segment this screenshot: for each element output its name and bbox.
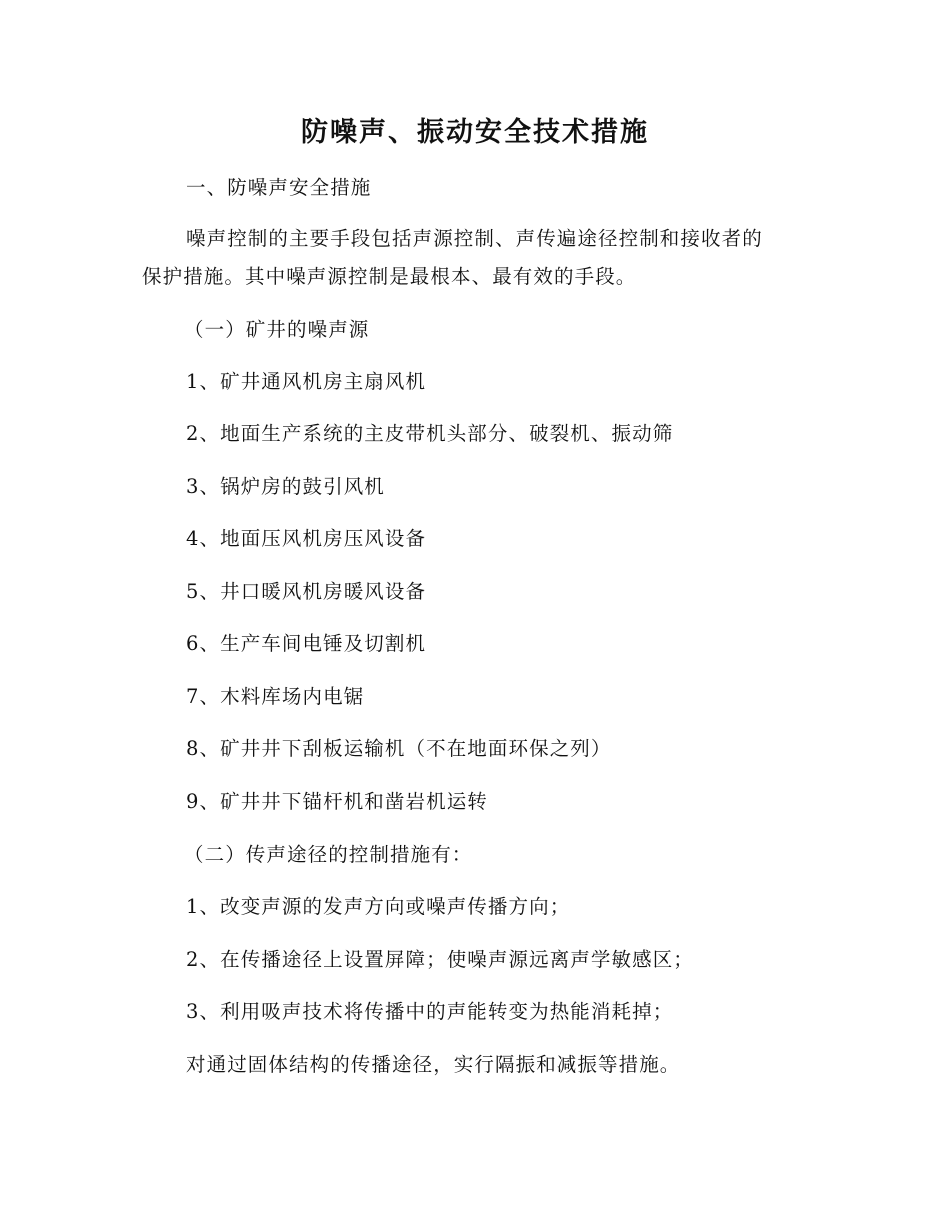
list-item: 2、地面生产系统的主皮带机头部分、破裂机、振动筛	[186, 422, 674, 445]
closing-paragraph: 对通过固体结构的传播途径，实行隔振和减振等措施。	[186, 1053, 681, 1076]
document-title: 防噪声、振动安全技术措施	[301, 117, 649, 148]
section-heading: 一、防噪声安全措施	[186, 176, 372, 199]
list-item: 1、改变声源的发声方向或噪声传播方向；	[186, 895, 571, 918]
list-item: 3、锅炉房的鼓引风机	[186, 475, 385, 498]
intro-paragraph-line-2: 保护措施。其中噪声源控制是最根本、最有效的手段。	[142, 265, 637, 288]
intro-paragraph-line-1: 噪声控制的主要手段包括声源控制、声传遍途径控制和接收者的	[186, 227, 763, 250]
list-item: 5、井口暖风机房暖风设备	[186, 580, 427, 603]
list-item: 6、生产车间电锤及切割机	[186, 632, 427, 655]
list-item: 3、利用吸声技术将传播中的声能转变为热能消耗掉；	[186, 1000, 674, 1023]
list-item: 4、地面压风机房压风设备	[186, 527, 427, 550]
list-item: 8、矿井井下刮板运输机（不在地面环保之列）	[186, 737, 612, 760]
list-item: 2、在传播途径上设置屏障；使噪声源远离声学敏感区；	[186, 948, 694, 971]
subsection-heading-transmission-control: （二）传声途径的控制措施有：	[184, 843, 473, 866]
list-item: 1、矿井通风机房主扇风机	[186, 370, 427, 393]
list-item: 9、矿井井下锚杆机和凿岩机运转	[186, 790, 488, 813]
subsection-heading-noise-sources: （一）矿井的噪声源	[184, 318, 370, 341]
list-item: 7、木料库场内电锯	[186, 685, 365, 708]
